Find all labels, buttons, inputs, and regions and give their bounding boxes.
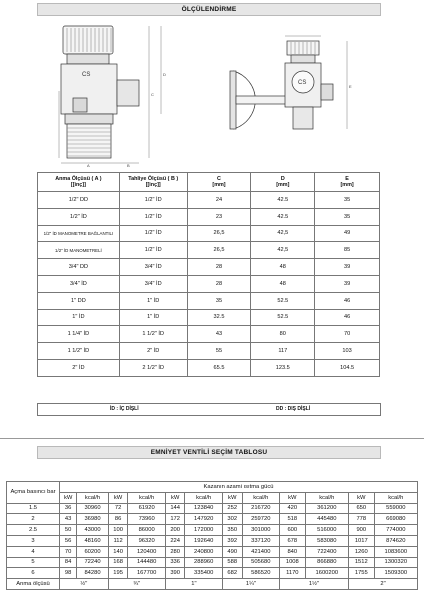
table-cell: 669080 [374, 514, 417, 525]
table-cell: 50 [60, 525, 77, 536]
selection-table-footer: Anma ölçüsü ½" ¾" 1" 1¼" 1½" 2" [7, 579, 418, 590]
table-cell: 172000 [185, 525, 222, 536]
header-outlet-size: Tahliye Ölçüsü ( B ) [[inç]] [119, 173, 187, 192]
valve-selection-table [6, 481, 418, 590]
table-cell: 1017 [348, 535, 374, 546]
table-cell: 144 [165, 503, 185, 514]
table-row [7, 546, 418, 557]
table-cell: 682 [222, 568, 242, 579]
table-cell: 259720 [242, 514, 279, 525]
table-cell: 301000 [242, 525, 279, 536]
dim-label-a: A [87, 163, 90, 168]
table-cell: 168 [108, 557, 128, 568]
table-cell: 1260 [348, 546, 374, 557]
table-cell: 337120 [242, 535, 279, 546]
section-divider [0, 438, 424, 439]
table-row: 1" İD 1" İD 32.5 52.5 46 [38, 309, 380, 326]
dim-label-d: D [163, 72, 166, 77]
table-cell: 100 [108, 525, 128, 536]
dim-label-e: E [349, 84, 352, 89]
table-cell: 252 [222, 503, 242, 514]
table-cell: 3 [7, 535, 60, 546]
table-cell: 774000 [374, 525, 417, 536]
table-cell: 1008 [280, 557, 306, 568]
table-cell: 559000 [374, 503, 417, 514]
table-cell: 61920 [128, 503, 165, 514]
table-cell: 172 [165, 514, 185, 525]
table-cell: 36980 [77, 514, 109, 525]
table-cell: 192640 [185, 535, 222, 546]
table-cell: 224 [165, 535, 185, 546]
table-cell: 650 [348, 503, 374, 514]
table-cell: 86000 [128, 525, 165, 536]
table-row: 1/2" DD 1/2" İD 24 42.5 35 [38, 192, 380, 209]
table-row [7, 557, 418, 568]
table-row: 3/4" DD 3/4" İD 28 48 39 [38, 259, 380, 276]
table-row: 3/4" İD 3/4" İD 28 48 39 [38, 275, 380, 292]
table-cell: 5 [7, 557, 60, 568]
table-row: 1 1/2" İD 2" İD 55 117 103 [38, 343, 380, 360]
section-title-selection: EMNİYET VENTİLİ SEÇİM TABLOSU [37, 446, 381, 459]
table-cell: 518 [280, 514, 306, 525]
header-boiler-capacity: Kazanın azami ısıtma gücü [60, 482, 418, 493]
table-row [7, 525, 418, 536]
selection-table-unit-header: kW kcal/h kW kcal/h kW kcal/h kW kcal/h kW kcal/h kW kcal/h [7, 492, 418, 503]
table-cell: 1600200 [305, 568, 348, 579]
table-cell: 586520 [242, 568, 279, 579]
table-row [7, 535, 418, 546]
table-row: 1" DD 1" İD 35 52.5 46 [38, 292, 380, 309]
footer-nominal-label: Anma ölçüsü [7, 579, 60, 590]
table-cell: 335400 [185, 568, 222, 579]
table-cell: 505680 [242, 557, 279, 568]
valve-technical-drawing [37, 16, 379, 168]
table-row: 1/2" İD MANOMETRE BAĞLANTILI 1/2" İD 26,5 42,5 49 [38, 225, 380, 242]
table-cell: 421400 [242, 546, 279, 557]
table-cell: 140 [108, 546, 128, 557]
table-cell: 123840 [185, 503, 222, 514]
table-cell: 48160 [77, 535, 109, 546]
section-title-dimensions: ÖLÇÜLENDİRME [37, 3, 381, 16]
table-cell: 4 [7, 546, 60, 557]
table-cell: 98 [60, 568, 77, 579]
table-cell: 874620 [374, 535, 417, 546]
table-cell: 280 [165, 546, 185, 557]
table-cell: 147920 [185, 514, 222, 525]
table-cell: 302 [222, 514, 242, 525]
table-cell: 195 [108, 568, 128, 579]
table-cell: 1509300 [374, 568, 417, 579]
table-cell: 350 [222, 525, 242, 536]
table-row: 1/2" İD MANOMETRELİ 1/2" İD 26,5 42,5 85 [38, 242, 380, 259]
table-cell: 60200 [77, 546, 109, 557]
table-cell: 70 [60, 546, 77, 557]
valve-side-view [61, 26, 139, 158]
table-cell: 361200 [305, 503, 348, 514]
table-cell: 200 [165, 525, 185, 536]
table-cell: 216720 [242, 503, 279, 514]
table-cell: 392 [222, 535, 242, 546]
table-cell: 722400 [305, 546, 348, 557]
table-cell: 96320 [128, 535, 165, 546]
table-row: 1 1/4" İD 1 1/2" İD 43 80 70 [38, 326, 380, 343]
table-cell: 678 [280, 535, 306, 546]
table-cell: 84 [60, 557, 77, 568]
table-cell: 167700 [128, 568, 165, 579]
table-cell: 84280 [77, 568, 109, 579]
table-cell: 120400 [128, 546, 165, 557]
table-row [7, 503, 418, 514]
table-cell: 112 [108, 535, 128, 546]
header-e: E [mm] [315, 173, 380, 192]
table-cell: 900 [348, 525, 374, 536]
table-cell: 420 [280, 503, 306, 514]
table-cell: 2 [7, 514, 60, 525]
table-cell: 86 [108, 514, 128, 525]
dimensions-table-header [38, 173, 380, 192]
table-cell: 1.5 [7, 503, 60, 514]
dim-label-c: C [151, 92, 154, 97]
table-cell: 445480 [305, 514, 348, 525]
header-c: C [mm] [187, 173, 251, 192]
legend-external-thread: DD : DIŞ DİŞLİ [276, 406, 311, 412]
dimensions-table [37, 172, 380, 377]
table-row: 2" İD 2 1/2" İD 65.5 123.5 104.5 [38, 359, 380, 376]
table-cell: 490 [222, 546, 242, 557]
header-nominal-size: Anma Ölçüsü ( A ) [[inç]] [38, 173, 120, 192]
table-cell: 72240 [77, 557, 109, 568]
table-cell: 1755 [348, 568, 374, 579]
table-cell: 43000 [77, 525, 109, 536]
valve-logo-right: CS [298, 80, 307, 86]
table-cell: 288960 [185, 557, 222, 568]
table-cell: 56 [60, 535, 77, 546]
table-cell: 2.5 [7, 525, 60, 536]
table-cell: 1512 [348, 557, 374, 568]
table-cell: 72 [108, 503, 128, 514]
table-cell: 240800 [185, 546, 222, 557]
table-cell: 1083600 [374, 546, 417, 557]
table-cell: 600 [280, 525, 306, 536]
table-cell: 583080 [305, 535, 348, 546]
dim-label-b: B [127, 163, 130, 168]
header-opening-pressure: Açma basıncı bar [7, 482, 60, 504]
table-cell: 36 [60, 503, 77, 514]
table-cell: 144480 [128, 557, 165, 568]
valve-logo-left: CS [82, 72, 91, 78]
thread-legend [37, 403, 381, 416]
table-cell: 43 [60, 514, 77, 525]
table-cell: 336 [165, 557, 185, 568]
table-row: 1/2" İD 1/2" İD 23 42.5 35 [38, 208, 380, 225]
table-cell: 588 [222, 557, 242, 568]
legend-internal-thread: İD : İÇ DİŞLİ [110, 406, 139, 412]
table-cell: 390 [165, 568, 185, 579]
table-cell: 840 [280, 546, 306, 557]
table-cell: 1300320 [374, 557, 417, 568]
table-row [7, 568, 418, 579]
table-cell: 73960 [128, 514, 165, 525]
table-cell: 1170 [280, 568, 306, 579]
selection-table-group-header [7, 482, 418, 493]
table-row [7, 514, 418, 525]
valve-front-view [230, 41, 333, 129]
table-cell: 6 [7, 568, 60, 579]
table-cell: 516000 [305, 525, 348, 536]
table-cell: 778 [348, 514, 374, 525]
header-d: D [mm] [251, 173, 315, 192]
table-cell: 866880 [305, 557, 348, 568]
table-cell: 30960 [77, 503, 109, 514]
